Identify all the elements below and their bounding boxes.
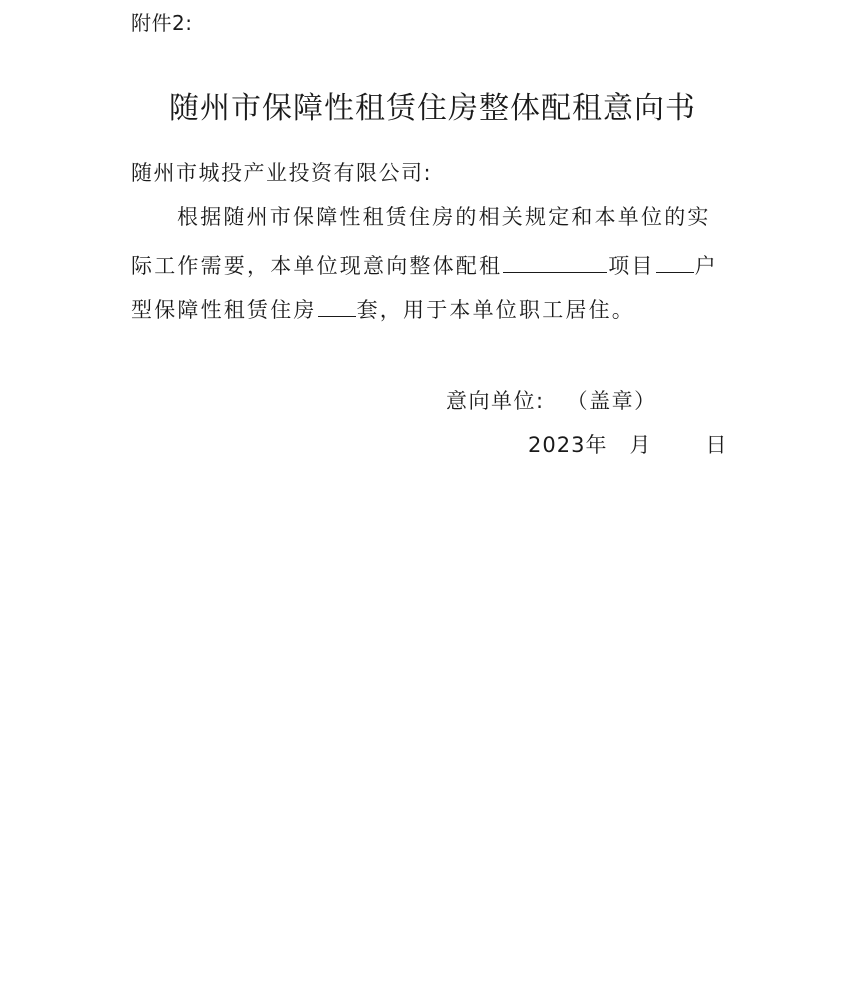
body-text-3-suffix: 套，用于本单位职工居住。 [356, 298, 636, 322]
body-text-2-prefix: 际工作需要，本单位现意向整体配租 [131, 254, 503, 278]
date-line [528, 430, 727, 460]
unit-type-blank[interactable] [656, 250, 694, 273]
date-day: 日 [705, 433, 728, 457]
signature-line [446, 386, 657, 416]
unit-count-blank[interactable] [318, 294, 356, 317]
body-text-1: 根据随州市保障性租赁住房的相关规定和本单位的实 [177, 205, 711, 229]
body-text-2-mid: 项目 [608, 254, 655, 278]
project-name-blank[interactable] [503, 250, 607, 273]
body-text-3-prefix: 型保障性租赁住房 [131, 298, 317, 322]
date-year: 2023年 [528, 433, 608, 457]
body-line-1 [131, 202, 711, 232]
body-text-2-suffix: 户 [694, 254, 718, 278]
date-month: 月 [629, 433, 652, 457]
document-title: 随州市保障性租赁住房整体配租意向书 [169, 91, 696, 126]
addressee: 随州市城投产业投资有限公司: [131, 161, 433, 185]
seal-label: （盖章） [566, 389, 657, 413]
signature-label: 意向单位: [446, 389, 545, 413]
body-line-2 [131, 250, 718, 281]
body-line-3 [131, 294, 635, 325]
attachment-label: 附件2: [131, 11, 193, 35]
